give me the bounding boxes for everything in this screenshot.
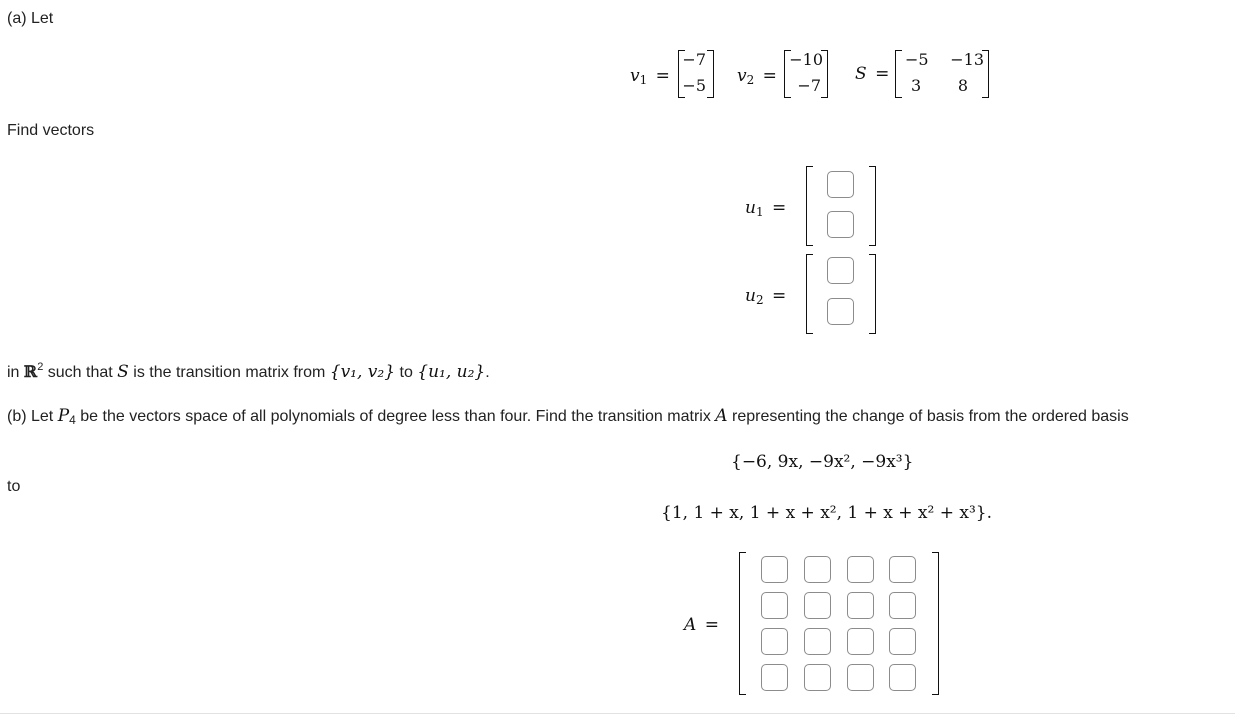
v1-entry: −7: [682, 50, 706, 69]
to-text: to: [7, 478, 21, 495]
u2-input-1[interactable]: [827, 257, 854, 284]
S-matrix: [895, 50, 989, 98]
u1-input-2[interactable]: [827, 211, 854, 238]
A-input-r4c4[interactable]: [889, 664, 916, 691]
v1-matrix: [678, 50, 714, 98]
condition-text: in ℝ$^2$ such that S is the transition matrix from {v₁, v₂} to {u₁, u₂}.: [7, 361, 490, 382]
A-input-r4c2[interactable]: [804, 664, 831, 691]
bottom-divider: [0, 713, 1235, 714]
A-input-r1c3[interactable]: [847, 556, 874, 583]
u1-label: $u_1$ =: [745, 198, 787, 219]
u2-label: $u_2$ =: [745, 286, 787, 307]
part-b-text: (b) Let $P_4$ be the vectors space of all polynomials of degree less than four. Find the transition matrix A representing the change of basis from the ordered basis: [7, 406, 1129, 427]
v2-label: $v_2$ =: [737, 66, 777, 87]
v2-matrix: [784, 50, 828, 98]
A-input-r3c1[interactable]: [761, 628, 788, 655]
A-input-r1c1[interactable]: [761, 556, 788, 583]
S-entry: 8: [957, 76, 968, 95]
u1-matrix: [806, 166, 876, 246]
A-input-r3c2[interactable]: [804, 628, 831, 655]
v1-label: $v_1$ =: [630, 66, 670, 87]
v2-entry: −10: [789, 50, 823, 69]
A-input-r3c3[interactable]: [847, 628, 874, 655]
u2-input-2[interactable]: [827, 298, 854, 325]
A-matrix: [739, 552, 939, 695]
u2-matrix: [806, 254, 876, 334]
basis-to: {1, 1 + x, 1 + x + x², 1 + x + x² + x³}.: [661, 503, 993, 523]
find-vectors-text: Find vectors: [7, 122, 95, 139]
S-entry: 3: [911, 76, 922, 95]
basis-from: {−6, 9x, −9x², −9x³}: [731, 452, 914, 472]
A-label: A =: [684, 615, 719, 635]
v2-entry: −7: [797, 76, 821, 95]
A-input-r1c2[interactable]: [804, 556, 831, 583]
S-entry: −5: [905, 50, 929, 69]
v1-entry: −5: [682, 76, 706, 95]
A-input-r4c1[interactable]: [761, 664, 788, 691]
A-input-r2c1[interactable]: [761, 592, 788, 619]
A-input-r2c2[interactable]: [804, 592, 831, 619]
part-a-intro: (a) Let: [7, 10, 54, 27]
S-label: S =: [855, 64, 890, 84]
A-input-r2c3[interactable]: [847, 592, 874, 619]
A-input-r1c4[interactable]: [889, 556, 916, 583]
S-entry: −13: [950, 50, 984, 69]
u1-input-1[interactable]: [827, 171, 854, 198]
A-input-r3c4[interactable]: [889, 628, 916, 655]
A-input-r4c3[interactable]: [847, 664, 874, 691]
A-input-r2c4[interactable]: [889, 592, 916, 619]
